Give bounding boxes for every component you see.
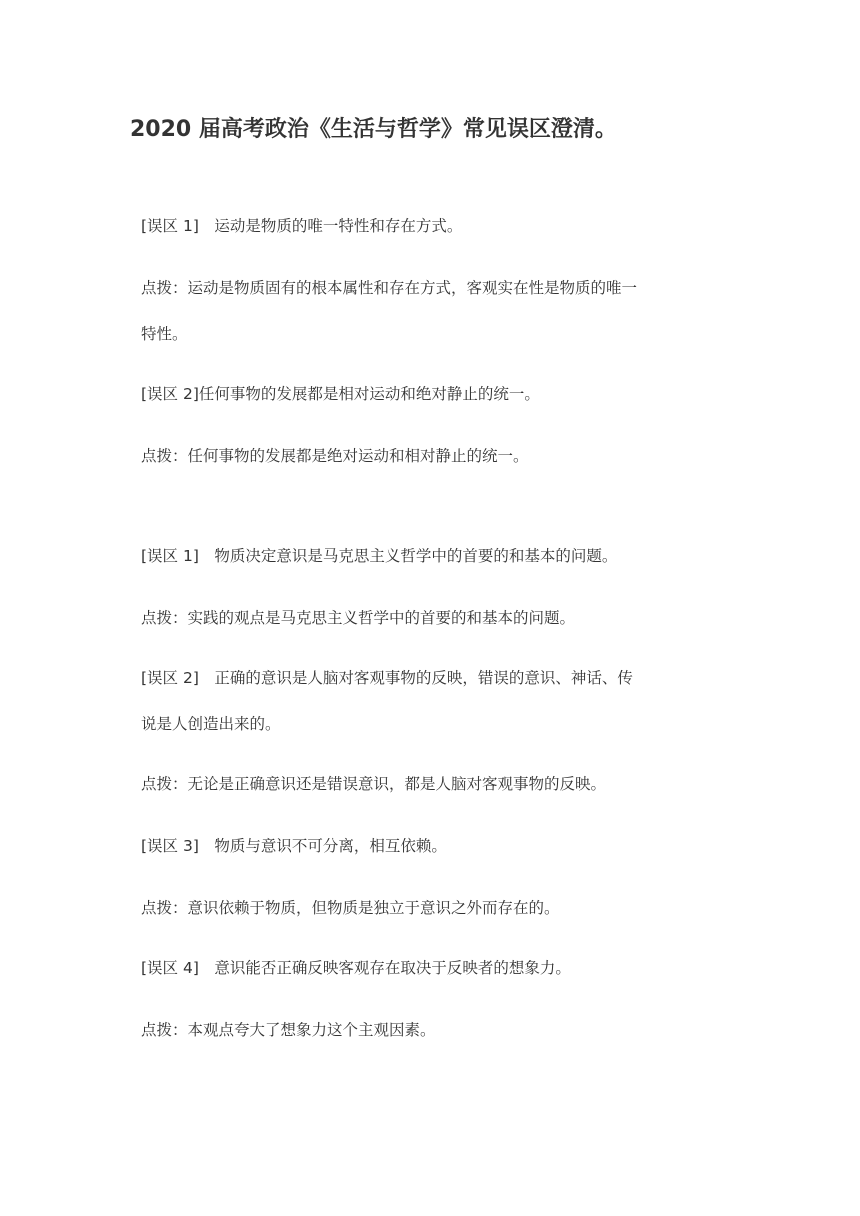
misconception-2-statement: [误区 2]任何事物的发展都是相对运动和绝对静止的统一。 bbox=[141, 385, 540, 403]
misconception-1b-explanation: 点拨：实践的观点是马克思主义哲学中的首要的和基本的问题。 bbox=[141, 609, 576, 627]
misconception-4-statement: [误区 4] 意识能否正确反映客观存在取决于反映者的想象力。 bbox=[141, 959, 571, 977]
misconception-3-statement: [误区 3] 物质与意识不可分离，相互依赖。 bbox=[141, 837, 447, 855]
misconception-1-explanation-line-2: 特性。 bbox=[141, 325, 188, 343]
misconception-1-explanation-line-1: 点拨：运动是物质固有的根本属性和存在方式，客观实在性是物质的唯一 bbox=[141, 279, 638, 297]
misconception-2b-statement-line-2: 说是人创造出来的。 bbox=[141, 715, 281, 733]
misconception-2-explanation: 点拨：任何事物的发展都是绝对运动和相对静止的统一。 bbox=[141, 447, 529, 465]
misconception-3-explanation: 点拨：意识依赖于物质，但物质是独立于意识之外而存在的。 bbox=[141, 899, 560, 917]
misconception-2b-statement-line-1: [误区 2] 正确的意识是人脑对客观事物的反映，错误的意识、神话、传 bbox=[141, 669, 633, 687]
misconception-1-statement: [误区 1] 运动是物质的唯一特性和存在方式。 bbox=[141, 217, 463, 235]
misconception-2b-explanation: 点拨：无论是正确意识还是错误意识，都是人脑对客观事物的反映。 bbox=[141, 775, 607, 793]
misconception-4-explanation: 点拨：本观点夸大了想象力这个主观因素。 bbox=[141, 1021, 436, 1039]
document-title: 2020 届高考政治《生活与哲学》常见误区澄清。 bbox=[130, 117, 617, 142]
misconception-1b-statement: [误区 1] 物质决定意识是马克思主义哲学中的首要的和基本的问题。 bbox=[141, 547, 618, 565]
